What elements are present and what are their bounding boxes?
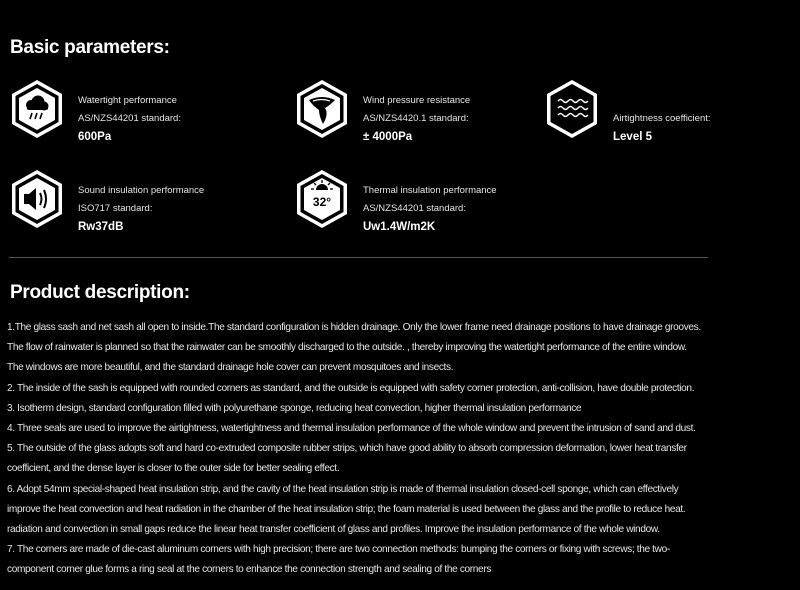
description-line: improve the heat convection and heat radiation in the chamber of the heat insulation strip; the foam material is used between the glass and the profile to reduce heat. — [7, 503, 686, 515]
param-label: Sound insulation performance — [78, 185, 205, 196]
description-line: The flow of rainwater is planned so that the rainwater can be smoothly discharged to the outside. , thereby improving the watertight performance of the entire window. — [7, 342, 687, 354]
param-value: 600Pa — [78, 131, 112, 143]
param-wind-pressure — [295, 78, 555, 150]
description-line: coefficient, and the dense layer is closer to the outer side for better sealing effect. — [7, 463, 340, 475]
param-value: Level 5 — [613, 131, 652, 143]
param-standard: AS/NZS4420.1 standard: — [363, 113, 469, 124]
description-line: radiation and convection in small gaps reduce the linear heat transfer coefficient of glass and profiles. Improve the insulation performance of the whole window. — [7, 523, 660, 535]
description-line: 7. The corners are made of die-cast aluminum corners with high precision; there are two connection methods: bumping the corners or fixing with screws; the two- — [7, 544, 670, 556]
param-standard: AS/NZS44201 standard: — [78, 113, 181, 124]
param-thermal-insulation — [295, 168, 555, 240]
product-description-text — [7, 318, 793, 580]
param-label: Airtightness coefficient: — [613, 113, 711, 124]
wind-tornado-icon — [295, 78, 349, 140]
rain-cloud-icon — [10, 78, 64, 140]
basic-parameters-title: Basic parameters: — [10, 37, 170, 58]
param-value: Rw37dB — [78, 221, 124, 233]
description-line: 2. The inside of the sash is equipped with rounded corners as standard, and the outside is equipped with safety corner protection, anti-collision, have double protection. — [7, 382, 695, 394]
section-divider — [9, 257, 708, 258]
wave-lines-icon — [545, 78, 599, 140]
param-label: Thermal insulation performance — [363, 185, 497, 196]
param-label: Watertight performance — [78, 95, 177, 106]
param-label: Wind pressure resistance — [363, 95, 471, 106]
description-line: component corner glue forms a ring seal at the corners to enhance the connection strength and sealing of the corners — [7, 564, 492, 576]
param-sound-insulation — [10, 168, 270, 240]
sun-temperature-icon — [295, 168, 349, 230]
param-standard: AS/NZS44201 standard: — [363, 203, 466, 214]
icon-temperature-text: 32° — [312, 195, 332, 209]
param-value: ± 4000Pa — [363, 131, 413, 143]
description-line: 6. Adopt 54mm special-shaped heat insulation strip, and the cavity of the heat insulation strip is made of thermal insulation closed-cell sponge, which can effectively — [7, 483, 679, 495]
param-standard: ISO717 standard: — [78, 203, 153, 214]
param-airtightness — [545, 78, 800, 150]
param-value: Uw1.4W/m2K — [363, 221, 436, 233]
description-line: The windows are more beautiful, and the standard drainage hole cover can prevent mosquitoes and insects. — [7, 362, 454, 374]
description-line: 5. The outside of the glass adopts soft and hard co-extruded composite rubber strips, which have good ability to absorb compression deformation, lower heat transfer — [7, 443, 687, 455]
description-line: 4. Three seals are used to improve the airtightness, watertightness and thermal insulation performance of the whole window and prevent the intrusion of sand and dust. — [7, 422, 696, 434]
description-line: 3. Isotherm design, standard configuration filled with polyurethane sponge, reducing heat convection, higher thermal insulation performance — [7, 402, 582, 414]
description-line: 1.The glass sash and net sash all open to inside.The standard configuration is hidden drainage. Only the lower frame need drainage positions to have drainage grooves. — [7, 322, 701, 333]
speaker-sound-icon — [10, 168, 64, 230]
param-watertight — [10, 78, 270, 150]
product-description-title: Product description: — [10, 282, 190, 303]
